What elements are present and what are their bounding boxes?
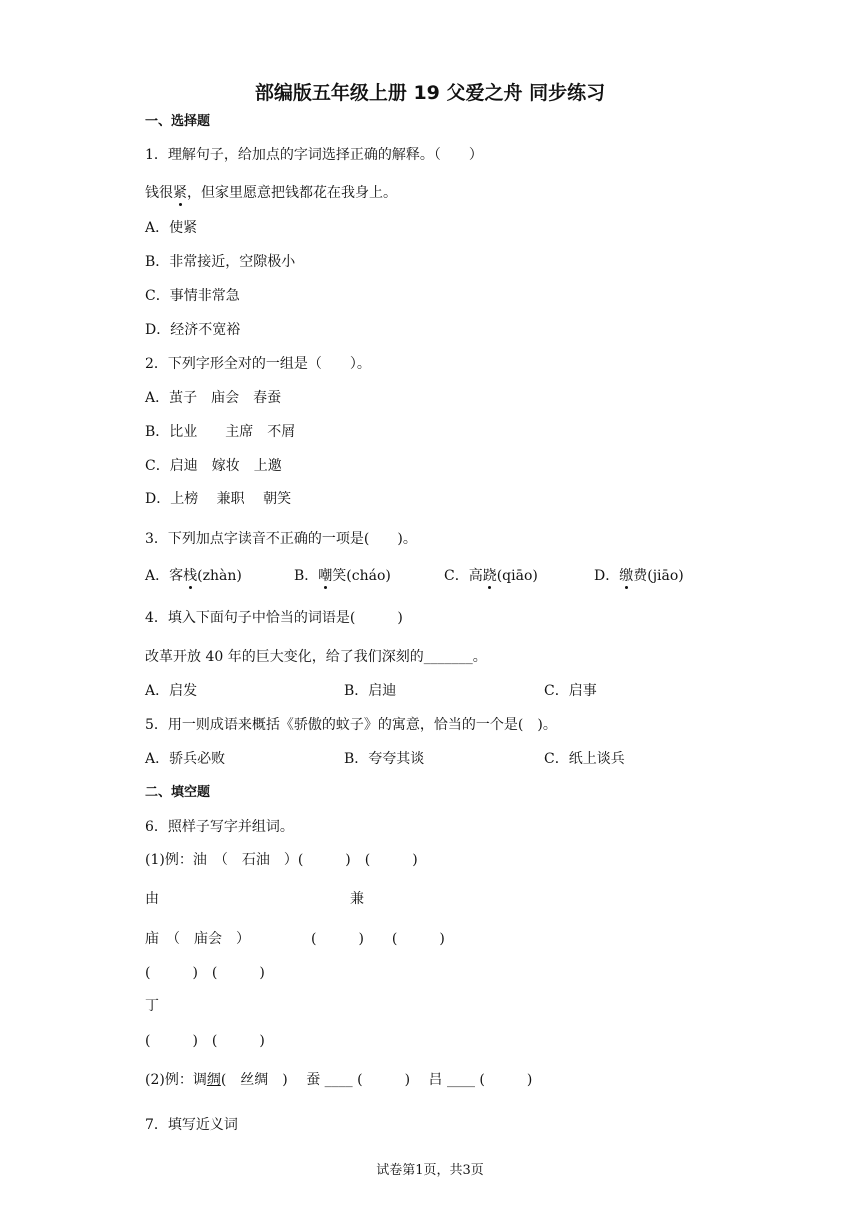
question-3-option-a: A．客栈(zhàn) (145, 568, 242, 584)
question-4-option-a: A．启发 (145, 683, 198, 699)
question-2-stem: 2．下列字形全对的一组是（ ）。 (145, 356, 371, 372)
section-heading-fill: 二、填空题 (145, 785, 211, 800)
question-2-option-c: C．启迪 嫁妆 上邀 (145, 458, 282, 474)
question-3-option-d: D．缴费(jiāo) (594, 568, 684, 584)
question-4-option-b: B．启迪 (344, 683, 397, 699)
question-5-option-c: C．纸上谈兵 (544, 751, 625, 767)
question-1-sentence: 钱很紧，但家里愿意把钱都花在我身上。 (145, 185, 397, 201)
question-5-stem: 5．用一则成语来概括《骄傲的蚊子》的寓意，恰当的一个是( )。 (145, 717, 557, 733)
section-heading-choice: 一、选择题 (145, 114, 211, 129)
question-6-char-jian: 兼 (350, 891, 364, 907)
question-4-stem: 4．填入下面句子中恰当的词语是( ) (145, 610, 403, 626)
question-6-char-you: 由 (145, 891, 159, 907)
question-2-option-a: A．茧子 庙会 春蚕 (145, 390, 282, 406)
question-5-option-a: A．骄兵必败 (145, 751, 226, 767)
question-3-option-c: C．高跷(qiāo) (444, 568, 538, 584)
question-6-char-ding: 丁 (145, 998, 159, 1014)
question-2-option-d: D．上榜 兼职 朝笑 (145, 491, 292, 507)
question-1-option-c: C．事情非常急 (145, 288, 240, 304)
question-2-option-b: B．比业 主席 不屑 (145, 424, 296, 440)
question-6-stem: 6．照样子写字并组词。 (145, 819, 294, 835)
question-1-option-d: D．经济不宽裕 (145, 322, 241, 338)
emphasis-dot-char: 紧 (173, 185, 187, 201)
question-4-option-c: C．启事 (544, 683, 597, 699)
question-7-stem: 7．填写近义词 (145, 1117, 238, 1133)
question-6-example-1: (1)例：油 （ 石油 ）( ) ( ) (145, 852, 418, 868)
question-6-example-2: (2)例：调绸( 丝绸 ) 蚕 ____ ( ) 吕 ____ ( ) (145, 1072, 533, 1088)
question-3-stem: 3．下列加点字读音不正确的一项是( )。 (145, 531, 417, 547)
question-4-sentence: 改革开放 40 年的巨大变化，给了我们深刻的_______。 (145, 649, 487, 665)
question-5-option-b: B．夸夸其谈 (344, 751, 425, 767)
question-6-miao-line: 庙 （ 庙会 ） (145, 931, 250, 947)
question-6-blank-pair: ( ) ( ) (145, 965, 265, 981)
question-6-blank-pair: ( ) ( ) (145, 1033, 265, 1049)
question-1-option-a: A．使紧 (145, 220, 198, 236)
question-6-miao-blanks: ( ) ( ) (311, 931, 445, 947)
page-footer: 试卷第1页，共3页 (376, 1163, 484, 1178)
question-3-option-b: B．嘲笑(cháo) (294, 568, 391, 584)
page-title: 部编版五年级上册 19 父爱之舟 同步练习 (254, 82, 606, 104)
question-1-stem: 1．理解句子，给加点的字词选择正确的解释。（ ） (145, 147, 483, 163)
question-1-option-b: B．非常接近，空隙极小 (145, 254, 296, 270)
